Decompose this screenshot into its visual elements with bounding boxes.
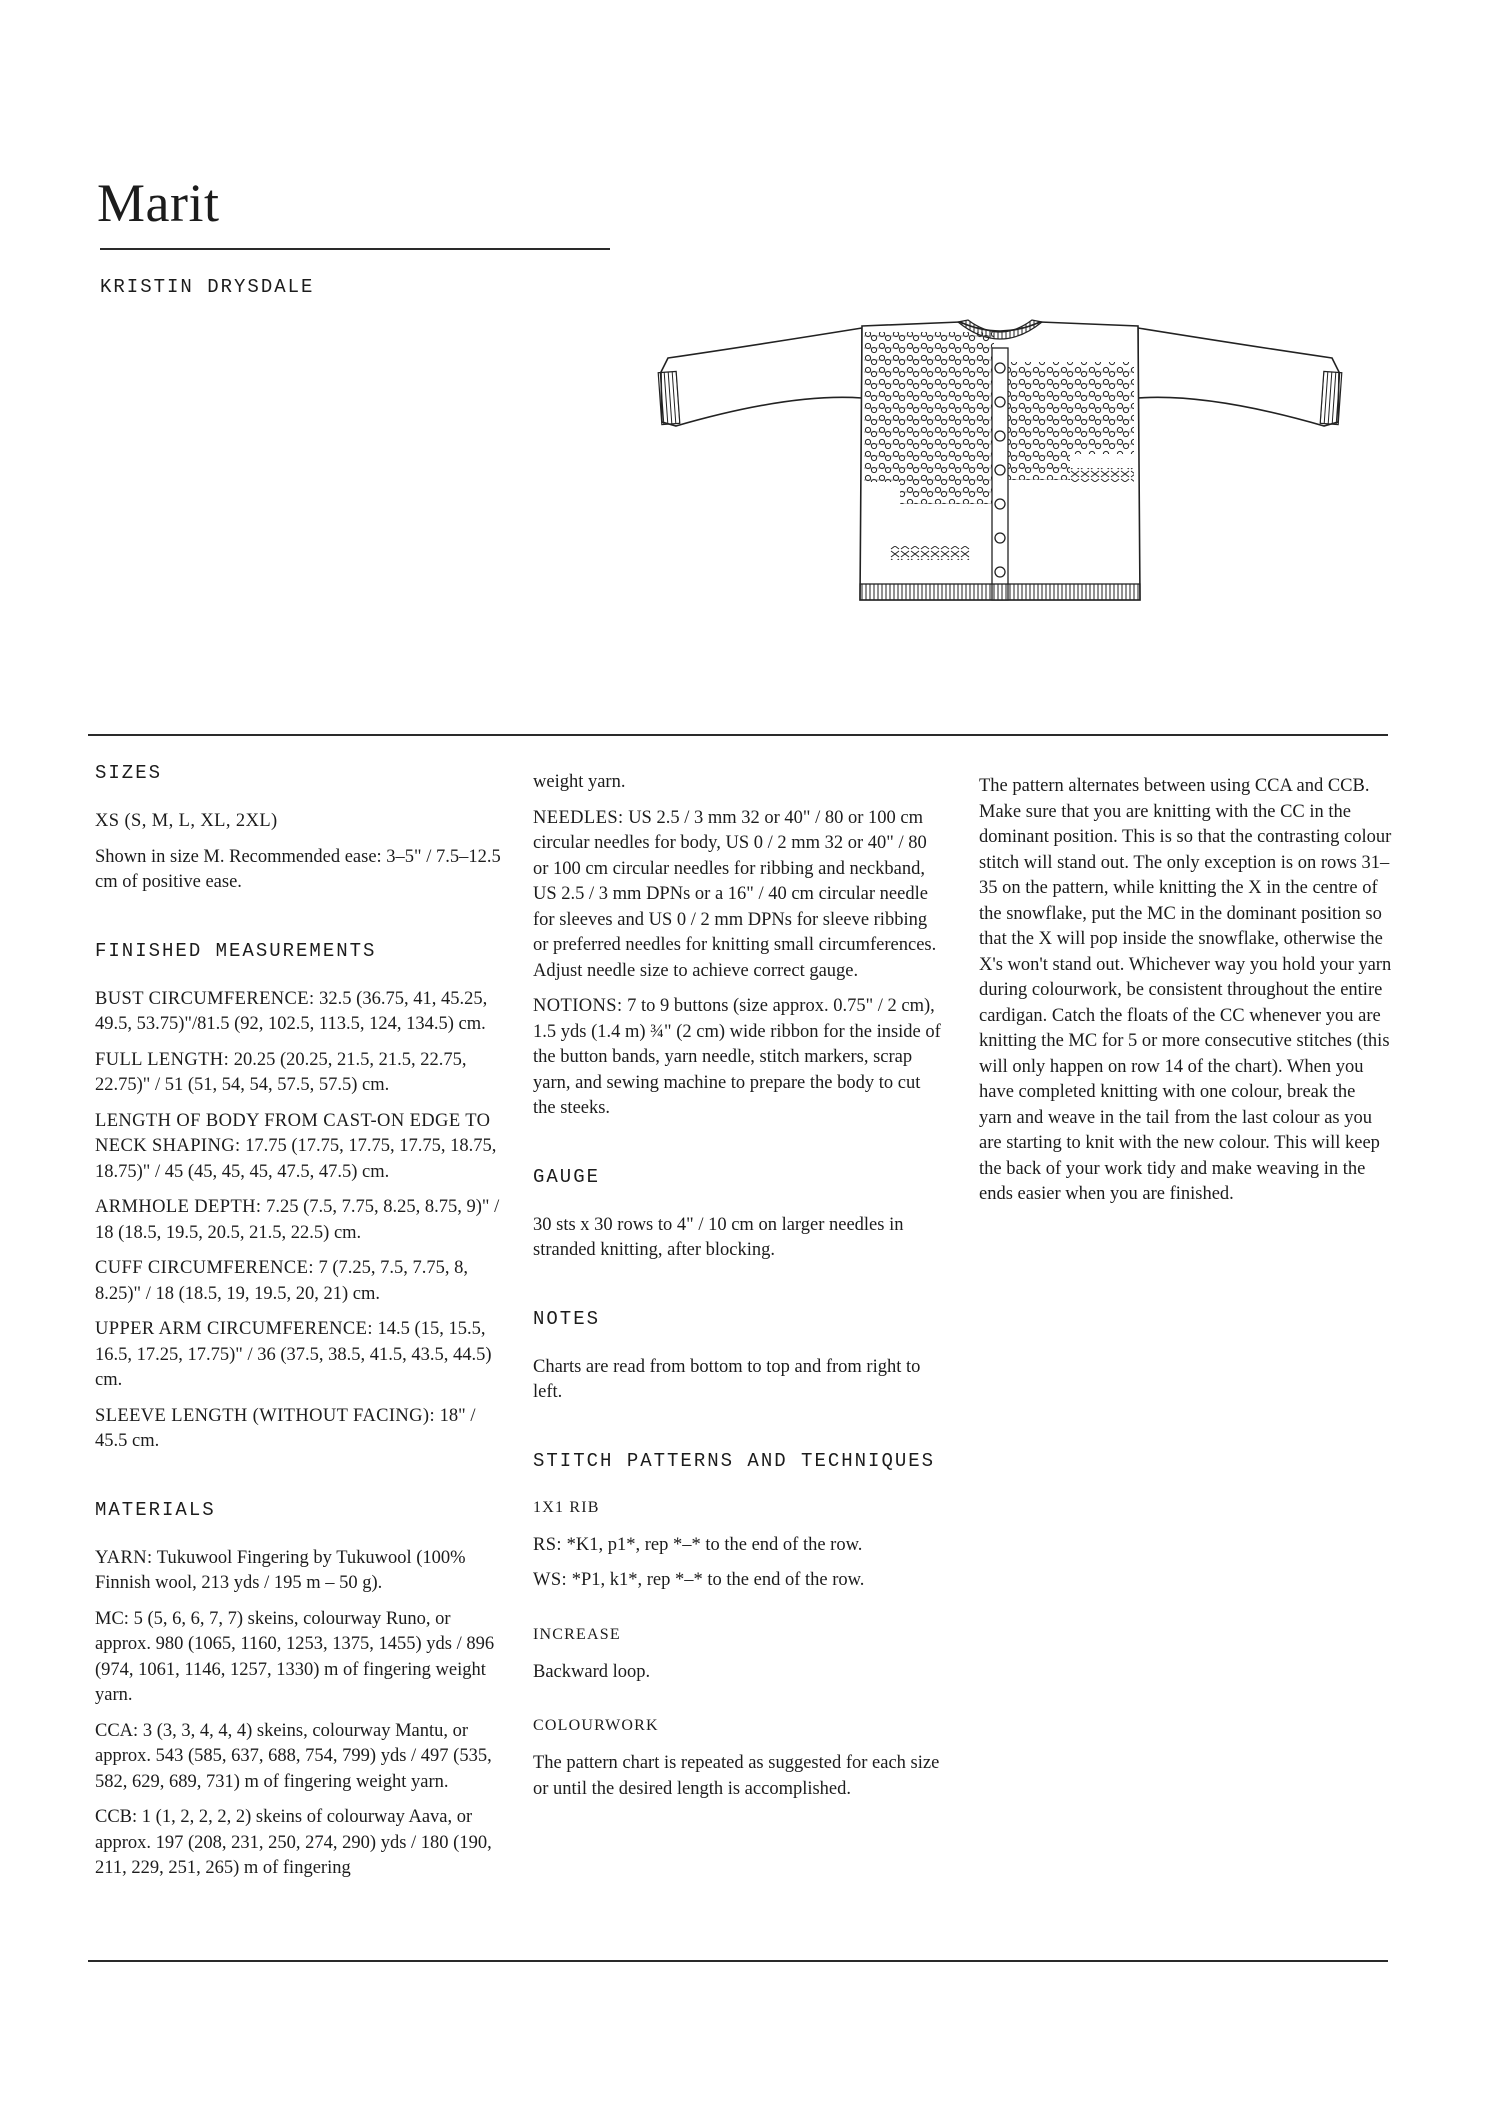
finished-measurements-heading: FINISHED MEASUREMENTS: [95, 939, 377, 962]
measurement-bust: BUST CIRCUMFERENCE: 32.5 (36.75, 41, 45.25, 49.5, 53.75)"/81.5 (92, 102.5, 113.5, 124, 134.5) cm.: [95, 988, 488, 1034]
material-cca: CCA: 3 (3, 3, 4, 4, 4) skeins, colourway Mantu, or approx. 543 (585, 637, 688, 754, 799) yds / 497 (535, 582, 629, 689, 731) m of fingering weight yarn.: [95, 1720, 492, 1792]
notions: NOTIONS: 7 to 9 buttons (size approx. 0.75" / 2 cm), 1.5 yds (1.4 m) ¾" (2 cm) wide ribbon for the inside of the button bands, yarn needle, stitch markers, scrap yarn, and sewing machine to prepare the body to cut the steeks.: [533, 996, 941, 1118]
stitch-patterns-heading: STITCH PATTERNS AND TECHNIQUES: [533, 1449, 936, 1472]
increase-heading: INCREASE: [533, 1625, 621, 1643]
title-rule: [100, 248, 610, 250]
colourwork-text: The pattern chart is repeated as suggested for each size or until the desired length is accomplished.: [533, 1753, 940, 1799]
measurement-cuff: CUFF CIRCUMFERENCE: 7 (7.25, 7.5, 7.75, 8, 8.25)" / 18 (18.5, 19, 19.5, 20, 21) cm.: [95, 1258, 469, 1304]
colourwork-heading: COLOURWORK: [533, 1717, 659, 1734]
sizes-list: XS (S, M, L, XL, 2XL): [95, 811, 278, 831]
rib-rs: RS: *K1, p1*, rep *–* to the end of the row.: [533, 1534, 863, 1555]
notes-heading: NOTES: [533, 1307, 601, 1330]
gauge-text: 30 sts x 30 rows to 4" / 10 cm on larger needles in stranded knitting, after blocking.: [533, 1214, 904, 1260]
column-right: [979, 774, 1392, 1218]
material-mc: MC: 5 (5, 6, 6, 7, 7) skeins, colourway Runo, or approx. 980 (1065, 1160, 1253, 1375, 1455) yds / 896 (974, 1061, 1146, 1257, 1330) m of fingering weight yarn.: [95, 1608, 495, 1705]
sizes-heading: SIZES: [95, 762, 163, 784]
increase-text: Backward loop.: [533, 1661, 651, 1682]
measurement-body-length: LENGTH OF BODY FROM CAST-ON EDGE TO NECK SHAPING: 17.75 (17.75, 17.75, 17.75, 18.75, 18.75)" / 45 (45, 45, 45, 47.5, 47.5) cm.: [95, 1110, 497, 1182]
author-name: KRISTIN DRYSDALE: [100, 276, 315, 298]
measurement-upper-arm: UPPER ARM CIRCUMFERENCE: 14.5 (15, 15.5, 16.5, 17.25, 17.75)" / 36 (37.5, 38.5, 41.5, 43.5, 44.5) cm.: [95, 1319, 492, 1390]
column-left: [95, 760, 507, 1892]
colourwork-notes-text: The pattern alternates between using CCA and CCB. Make sure that you are knitting with the CC in the dominant position. This is so that the contrasting colour stitch will stand out. The only exception is on rows 31–35 on the pattern, while knitting the X in the centre of the snowflake, put the MC in the dominant position so that the X will pop inside the snowflake, otherwise the X's won't stand out. Whichever way you hold your yarn during colourwork, be consistent throughout the entire cardigan. Catch the floats of the CC whenever you are knitting the MC for 5 or more consecutive stitches (this will only happen on row 14 of the chart). When you have completed knitting with one colour, break the yarn and weave in the tail from the last colour as you are starting to knit with the new colour. This will keep the back of your work tidy and make weaving in the ends easier when you are finished.: [979, 776, 1392, 1204]
sizes-text: Shown in size M. Recommended ease: 3–5" / 7.5–12.5 cm of positive ease.: [95, 846, 501, 892]
rib-heading: 1X1 RIB: [533, 1498, 600, 1516]
cardigan-schematic-illustration: [640, 318, 1360, 620]
measurement-armhole: ARMHOLE DEPTH: 7.25 (7.5, 7.75, 8.25, 8.75, 9)" / 18 (18.5, 19.5, 20.5, 21.5, 22.5) cm.: [95, 1197, 500, 1243]
notes-text: Charts are read from bottom to top and from right to left.: [533, 1356, 921, 1402]
needles: NEEDLES: US 2.5 / 3 mm 32 or 40" / 80 or 100 cm circular needles for body, US 0 / 2 mm 32 or 40" / 80 or 100 cm circular needles for ribbing and neckband, US 2.5 / 3 mm DPNs or a 16" / 40 cm circular needle for sleeves and US 0 / 2 mm DPNs for sleeve ribbing or preferred needles for knitting small circumferences. Adjust needle size to achieve correct gauge.: [533, 807, 937, 981]
material-yarn: YARN: Tukuwool Fingering by Tukuwool (100% Finnish wool, 213 yds / 195 m – 50 g).: [95, 1547, 466, 1593]
section-rule-bottom: [88, 1960, 1388, 1962]
material-ccb: CCB: 1 (1, 2, 2, 2, 2) skeins of colourway Aava, or approx. 197 (208, 231, 250, 274, 290) yds / 180 (190, 211, 229, 251, 265) m of fingering: [95, 1807, 492, 1878]
pattern-title: Marit: [97, 173, 220, 233]
rib-ws: WS: *P1, k1*, rep *–* to the end of the row.: [533, 1570, 865, 1590]
materials-heading: MATERIALS: [95, 1498, 216, 1521]
measurement-sleeve-length: SLEEVE LENGTH (WITHOUT FACING): 18" / 45.5 cm.: [95, 1405, 476, 1451]
materials-continuation: weight yarn.: [533, 772, 626, 792]
gauge-heading: GAUGE: [533, 1165, 601, 1188]
section-rule-top: [88, 734, 1388, 736]
column-middle: [533, 770, 945, 1812]
measurement-full-length: FULL LENGTH: 20.25 (20.25, 21.5, 21.5, 22.75, 22.75)" / 51 (51, 54, 54, 57.5, 57.5) cm.: [95, 1049, 467, 1095]
